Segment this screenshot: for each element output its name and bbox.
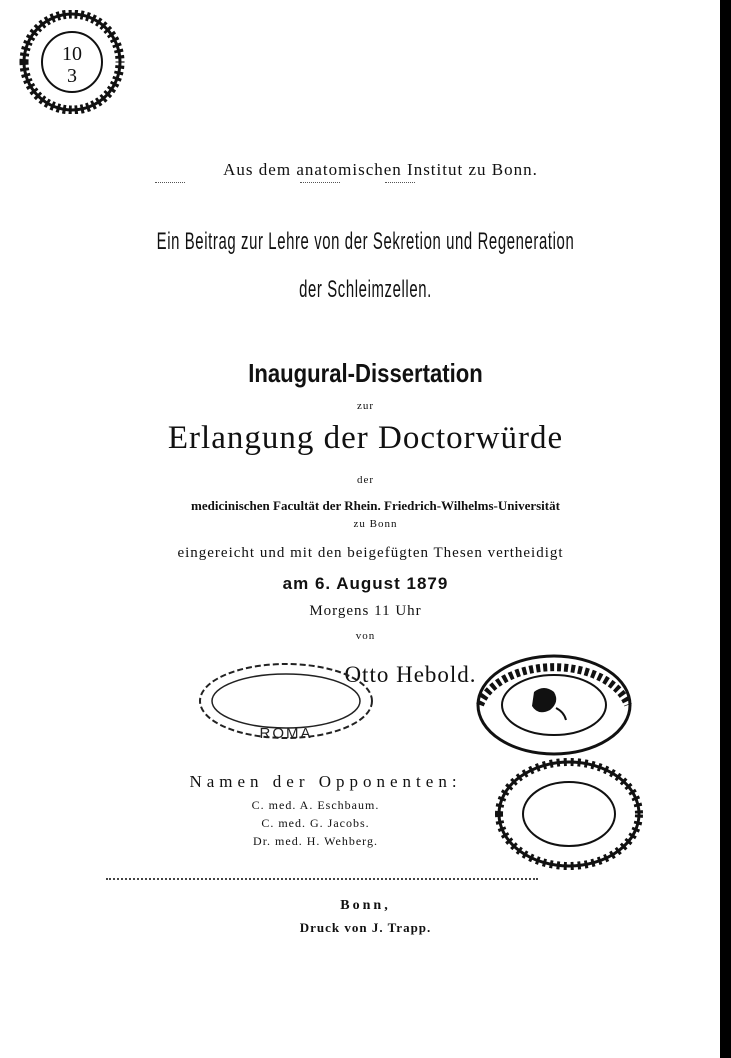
zur-text: zur — [356, 400, 375, 412]
author-name: Otto Hebold. — [344, 662, 477, 687]
svg-text:3: 3 — [67, 65, 77, 87]
city-line: Bonn, — [340, 898, 391, 913]
date-line: am 6. August 1879 — [282, 574, 449, 593]
title-line-1: Ein Beitrag zur Lehre von der Sekretion und Regeneration — [156, 228, 575, 255]
opponents-heading: Namen der Opponenten: — [189, 772, 462, 791]
roma-stamp-mid-left — [196, 660, 376, 742]
opponent-item: C. med. G. Jacobs. — [261, 816, 370, 830]
decorative-rule — [385, 182, 415, 183]
submission-line: eingereicht und mit den beigefügten Thesen vertheidigt — [177, 545, 564, 561]
dissertation-heading: Inaugural-Dissertation — [248, 358, 483, 388]
faculty-line: medicinischen Facultät der Rhein. Friedrich-Wilhelms-Universität — [191, 498, 560, 513]
library-stamp-mid-right — [474, 652, 634, 758]
dotted-divider — [106, 878, 538, 880]
title-line-2: der Schleimzellen. — [299, 276, 432, 303]
von-text: von — [355, 630, 376, 642]
time-line: Morgens 11 Uhr — [309, 603, 422, 619]
library-stamp-top-left — [12, 10, 132, 114]
opponent-item: C. med. A. Eschbaum. — [251, 798, 380, 812]
erlangung-heading: Erlangung der Doctorwürde — [167, 420, 564, 456]
decorative-rule — [300, 182, 340, 183]
svg-text:ROMA: ROMA — [259, 725, 313, 742]
opponent-item: Dr. med. H. Wehberg. — [253, 834, 378, 848]
library-stamp-lower-right — [494, 756, 644, 872]
zu-bonn-text: zu Bonn — [353, 518, 398, 530]
printer-line: Druck von J. Trapp. — [299, 920, 432, 935]
institute-line: Aus dem anatomischen Institut zu Bonn. — [223, 160, 538, 179]
der-text: der — [356, 474, 375, 486]
svg-text:10: 10 — [62, 43, 82, 65]
decorative-rule — [155, 182, 185, 183]
